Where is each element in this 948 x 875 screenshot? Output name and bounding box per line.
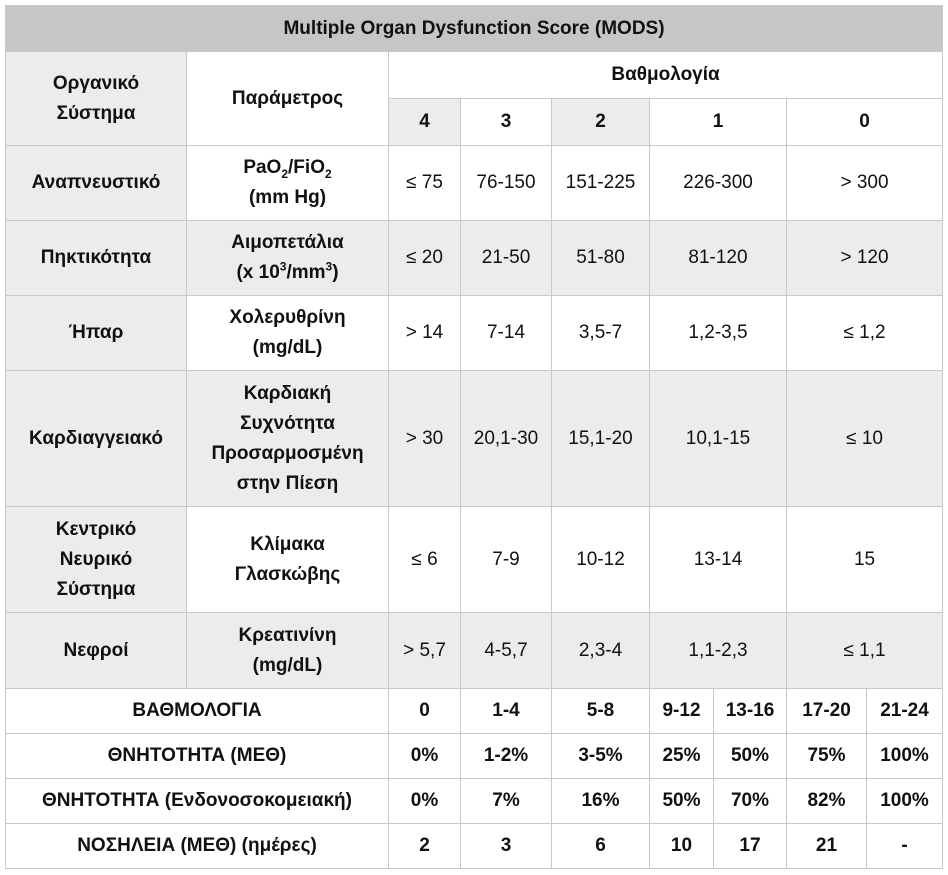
- header-score: Βαθμολογία: [389, 52, 943, 99]
- score-value-cell: 226-300: [650, 146, 787, 221]
- score-value-cell: > 5,7: [389, 613, 461, 689]
- summary-value-cell: 100%: [867, 734, 943, 779]
- score-value-cell: 7-14: [461, 296, 552, 371]
- score-value-cell: 1,2-3,5: [650, 296, 787, 371]
- organ-system-line: Κεντρικό: [55, 518, 137, 540]
- summary-value-cell: 9-12: [650, 689, 714, 734]
- organ-row: [6, 296, 943, 371]
- organ-system-line: Πηκτικότητα: [40, 247, 152, 268]
- score-value-cell: 81-120: [650, 221, 787, 296]
- score-value-cell: ≤ 10: [787, 371, 943, 507]
- score-value-cell: 7-9: [461, 507, 552, 613]
- summary-value-cell: 6: [552, 824, 650, 869]
- score-value-cell: 20,1-30: [461, 371, 552, 507]
- score-value-cell: > 300: [787, 146, 943, 221]
- summary-value-cell: 25%: [650, 734, 714, 779]
- score-level-4: 4: [389, 99, 461, 146]
- organ-system-line: Αναπνευστικό: [31, 172, 161, 193]
- score-value-cell: 10-12: [552, 507, 650, 613]
- score-value-cell: 76-150: [461, 146, 552, 221]
- summary-value-cell: 70%: [714, 779, 787, 824]
- summary-value-cell: 3-5%: [552, 734, 650, 779]
- summary-value-cell: 2: [389, 824, 461, 869]
- score-value-cell: 15: [787, 507, 943, 613]
- summary-value-cell: 82%: [787, 779, 867, 824]
- summary-row: [6, 689, 943, 734]
- score-value-cell: 151-225: [552, 146, 650, 221]
- table-title: Multiple Organ Dysfunction Score (MODS): [6, 6, 943, 52]
- score-value-cell: 2,3-4: [552, 613, 650, 689]
- header-organ-system-line: Σύστημα: [56, 102, 136, 124]
- parameter-cell: Καρδιακή Συχνότητα Προσαρμοσμένη στην Πίεση: [187, 371, 389, 507]
- summary-label: ΝΟΣΗΛΕΙΑ (ΜΕΘ) (ημέρες): [6, 824, 389, 869]
- score-value-cell: > 14: [389, 296, 461, 371]
- parameter-cell: Κρεατινίνη (mg/dL): [187, 613, 389, 689]
- organ-row: [6, 371, 943, 507]
- summary-label: ΒΑΘΜΟΛΟΓΙΑ: [6, 689, 389, 734]
- organ-row: [6, 221, 943, 296]
- summary-value-cell: 3: [461, 824, 552, 869]
- organ-row: [6, 146, 943, 221]
- summary-value-cell: 0%: [389, 779, 461, 824]
- summary-value-cell: 10: [650, 824, 714, 869]
- summary-value-cell: 21: [787, 824, 867, 869]
- summary-label: ΘΝΗΤΟΤΗΤΑ (Ενδονοσοκομειακή): [6, 779, 389, 824]
- organ-system-cell: [6, 613, 187, 689]
- score-value-cell: 21-50: [461, 221, 552, 296]
- parameter-cell: Χολερυθρίνη (mg/dL): [187, 296, 389, 371]
- summary-value-cell: 13-16: [714, 689, 787, 734]
- organ-system-cell: [6, 221, 187, 296]
- parameter-cell: Αιμοπετάλια (x $10^3/mm^3$): [187, 221, 389, 296]
- summary-row: [6, 734, 943, 779]
- summary-value-cell: 21-24: [867, 689, 943, 734]
- summary-label: ΘΝΗΤΟΤΗΤΑ (ΜΕΘ): [6, 734, 389, 779]
- score-value-cell: > 120: [787, 221, 943, 296]
- score-value-cell: ≤ 20: [389, 221, 461, 296]
- summary-row: [6, 824, 943, 869]
- organ-row: [6, 507, 943, 613]
- score-value-cell: 15,1-20: [552, 371, 650, 507]
- header-parameter: Παράμετρος: [187, 52, 389, 146]
- header-organ-system-line: Οργανικό: [52, 72, 140, 94]
- score-level-3: 3: [461, 99, 552, 146]
- summary-value-cell: 50%: [714, 734, 787, 779]
- score-value-cell: 10,1-15: [650, 371, 787, 507]
- organ-system-cell: [6, 507, 187, 613]
- summary-value-cell: 17-20: [787, 689, 867, 734]
- score-value-cell: ≤ 1,2: [787, 296, 943, 371]
- header-organ-system: [6, 52, 187, 146]
- summary-value-cell: 5-8: [552, 689, 650, 734]
- score-value-cell: ≤ 75: [389, 146, 461, 221]
- score-value-cell: 51-80: [552, 221, 650, 296]
- organ-row: [6, 613, 943, 689]
- score-level-1: 1: [650, 99, 787, 146]
- summary-value-cell: 16%: [552, 779, 650, 824]
- summary-value-cell: 0%: [389, 734, 461, 779]
- score-value-cell: > 30: [389, 371, 461, 507]
- organ-system-cell: [6, 371, 187, 507]
- score-value-cell: 3,5-7: [552, 296, 650, 371]
- organ-system-line: Ήπαρ: [68, 322, 124, 343]
- score-value-cell: ≤ 6: [389, 507, 461, 613]
- organ-system-line: Σύστημα: [56, 578, 136, 600]
- summary-value-cell: 75%: [787, 734, 867, 779]
- score-value-cell: 13-14: [650, 507, 787, 613]
- score-value-cell: 1,1-2,3: [650, 613, 787, 689]
- summary-value-cell: 0: [389, 689, 461, 734]
- score-value-cell: ≤ 1,1: [787, 613, 943, 689]
- summary-value-cell: 17: [714, 824, 787, 869]
- score-level-2: 2: [552, 99, 650, 146]
- summary-row: [6, 779, 943, 824]
- summary-value-cell: 50%: [650, 779, 714, 824]
- organ-system-line: Νεφροί: [63, 639, 129, 661]
- parameter-cell: Κλίμακα Γλασκώβης: [187, 507, 389, 613]
- score-value-cell: 4-5,7: [461, 613, 552, 689]
- summary-value-cell: 1-4: [461, 689, 552, 734]
- organ-system-cell: [6, 296, 187, 371]
- summary-value-cell: -: [867, 824, 943, 869]
- organ-system-cell: [6, 146, 187, 221]
- organ-system-line: Καρδιαγγειακό: [29, 427, 163, 449]
- mods-table: [5, 5, 943, 869]
- organ-system-line: Νευρικό: [59, 548, 133, 570]
- score-level-0: 0: [787, 99, 943, 146]
- summary-value-cell: 7%: [461, 779, 552, 824]
- summary-value-cell: 100%: [867, 779, 943, 824]
- parameter-cell: PaO$_2$/FiO$_2$ (mm Hg): [187, 146, 389, 221]
- summary-value-cell: 1-2%: [461, 734, 552, 779]
